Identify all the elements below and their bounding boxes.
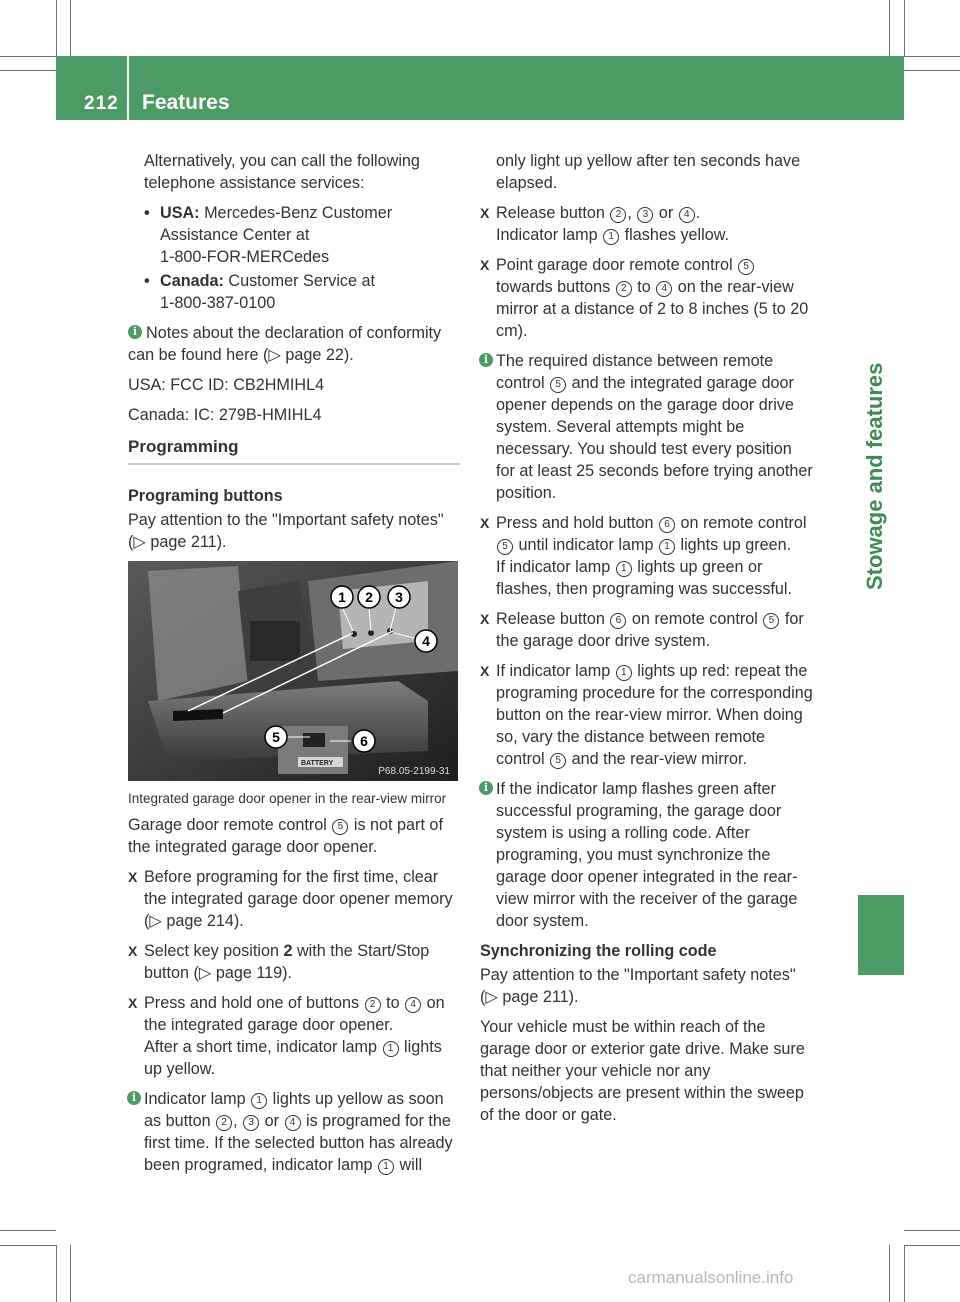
list-item: • USA: Mercedes-Benz Customer Assistance Center at 1-800-FOR-MERCedes xyxy=(144,204,393,266)
crop-mark xyxy=(904,70,960,71)
photo-caption: Integrated garage door opener in the rear-view mirror xyxy=(128,791,447,806)
remote-note: Garage door remote control 5 is not part of the integrated garage door opener. xyxy=(128,816,443,856)
sync-text: Your vehicle must be within reach of the garage door or exterior gate drive. Make sure that neither your vehicle nor any persons/objects are present within the sweep of the door or gate. xyxy=(480,1018,805,1124)
side-tab-block xyxy=(858,895,904,975)
step-item: X Before programing for the first time, clear the integrated garage door opener memory (▷ page 214). xyxy=(128,868,453,930)
info-note: i The required distance between remote control 5 and the integrated garage door opener depends on the garage door drive system. Several attempts might be necessary. You should test every position for at least 25 seconds before trying another position. xyxy=(480,350,814,504)
section-heading: Programming xyxy=(128,436,460,465)
continued-text: only light up yellow after ten seconds have elapsed. xyxy=(496,152,801,192)
list-item: • Canada: Customer Service at 1-800-387-0100 xyxy=(144,272,376,312)
page-number: 212 xyxy=(84,93,119,114)
crop-mark xyxy=(56,1245,57,1302)
crop-mark xyxy=(0,1230,56,1231)
callout-2: 2 xyxy=(365,589,373,605)
crop-mark xyxy=(904,0,905,56)
crop-mark xyxy=(904,1245,960,1246)
image-code: P68.05-2199-31 xyxy=(378,766,450,777)
crop-mark xyxy=(0,56,56,57)
step-item: X Select key position 2 with the Start/Stop button (▷ page 119). xyxy=(128,942,430,982)
crop-mark xyxy=(0,1245,56,1246)
step-item: X If indicator lamp 1 lights up red: repeat the programing procedure for the corresponding button on the rear-view mirror. When doing so, vary the distance between remote control 5 and the rear-view mirror. xyxy=(480,662,813,768)
crop-mark xyxy=(889,0,890,56)
info-icon: i xyxy=(479,353,493,367)
crop-mark xyxy=(56,0,57,56)
step-item: X Press and hold one of buttons 2 to 4 on the integrated garage door opener. After a short time, indicator lamp 1 lights up yellow. xyxy=(128,994,445,1078)
step-item: X Release button 6 on remote control 5 for the garage door drive system. xyxy=(480,610,804,650)
watermark: carmanualsonline.info xyxy=(628,1268,794,1287)
fcc-usa: USA: FCC ID: CB2HMIHL4 xyxy=(128,376,325,394)
garage-opener-illustration xyxy=(128,561,458,781)
fcc-canada: Canada: IC: 279B-HMIHL4 xyxy=(128,406,322,424)
garage-opener-photo xyxy=(128,561,458,781)
callout-6: 6 xyxy=(360,733,368,749)
callout-4: 4 xyxy=(422,633,430,649)
callout-5: 5 xyxy=(272,729,280,745)
info-note: i Notes about the declaration of conformity can be found here (▷ page 22). xyxy=(128,324,442,364)
right-column xyxy=(480,150,814,1134)
step-item: X Press and hold button 6 on remote control 5 until indicator lamp 1 lights up green. If indicator lamp 1 lights up green or flashes, then programing was successful. xyxy=(480,514,807,598)
info-icon: i xyxy=(128,325,142,339)
crop-mark xyxy=(70,1245,71,1302)
step-item: X Release button 2 , 3 or 4 . Indicator lamp 1 flashes yellow. xyxy=(480,204,730,244)
info-icon: i xyxy=(127,1091,141,1105)
info-icon: i xyxy=(479,781,493,795)
info-note: i Indicator lamp 1 lights up yellow as soon as button 2 , 3 or 4 is programed for the first time. If the selected button has already been programed, indicator lamp 1 will xyxy=(128,1088,460,1176)
info-note: i If the indicator lamp flashes green after successful programing, the garage door system is using a rolling code. After programing, you must synchronize the garage door opener integrated in the rear-view mirror with the receiver of the garage door system. xyxy=(480,778,814,932)
intro-text: Alternatively, you can call the following telephone assistance services: xyxy=(144,152,420,192)
safety-note: Pay attention to the "Important safety notes" (▷ page 211). xyxy=(480,966,796,1006)
page-title: Features xyxy=(142,91,230,114)
header-divider xyxy=(127,56,129,120)
crop-mark xyxy=(904,56,960,57)
battery-label: BATTERY xyxy=(301,760,334,767)
step-item: X Point garage door remote control 5 towards buttons 2 to 4 on the rear-view mirror at a distance of 2 to 8 inches (5 to 20 cm). xyxy=(480,256,809,340)
crop-mark xyxy=(70,0,71,56)
crop-mark xyxy=(0,70,56,71)
crop-mark xyxy=(904,1230,960,1231)
subsection-heading: Synchronizing the rolling code xyxy=(480,942,717,960)
crop-mark xyxy=(904,1245,905,1302)
left-column xyxy=(128,150,460,1184)
callout-1: 1 xyxy=(338,589,346,605)
crop-mark xyxy=(889,1245,890,1302)
safety-note: Pay attention to the "Important safety notes" (▷ page 211). xyxy=(128,511,444,551)
callout-3: 3 xyxy=(395,589,403,605)
subsection-heading: Programing buttons xyxy=(128,487,283,505)
